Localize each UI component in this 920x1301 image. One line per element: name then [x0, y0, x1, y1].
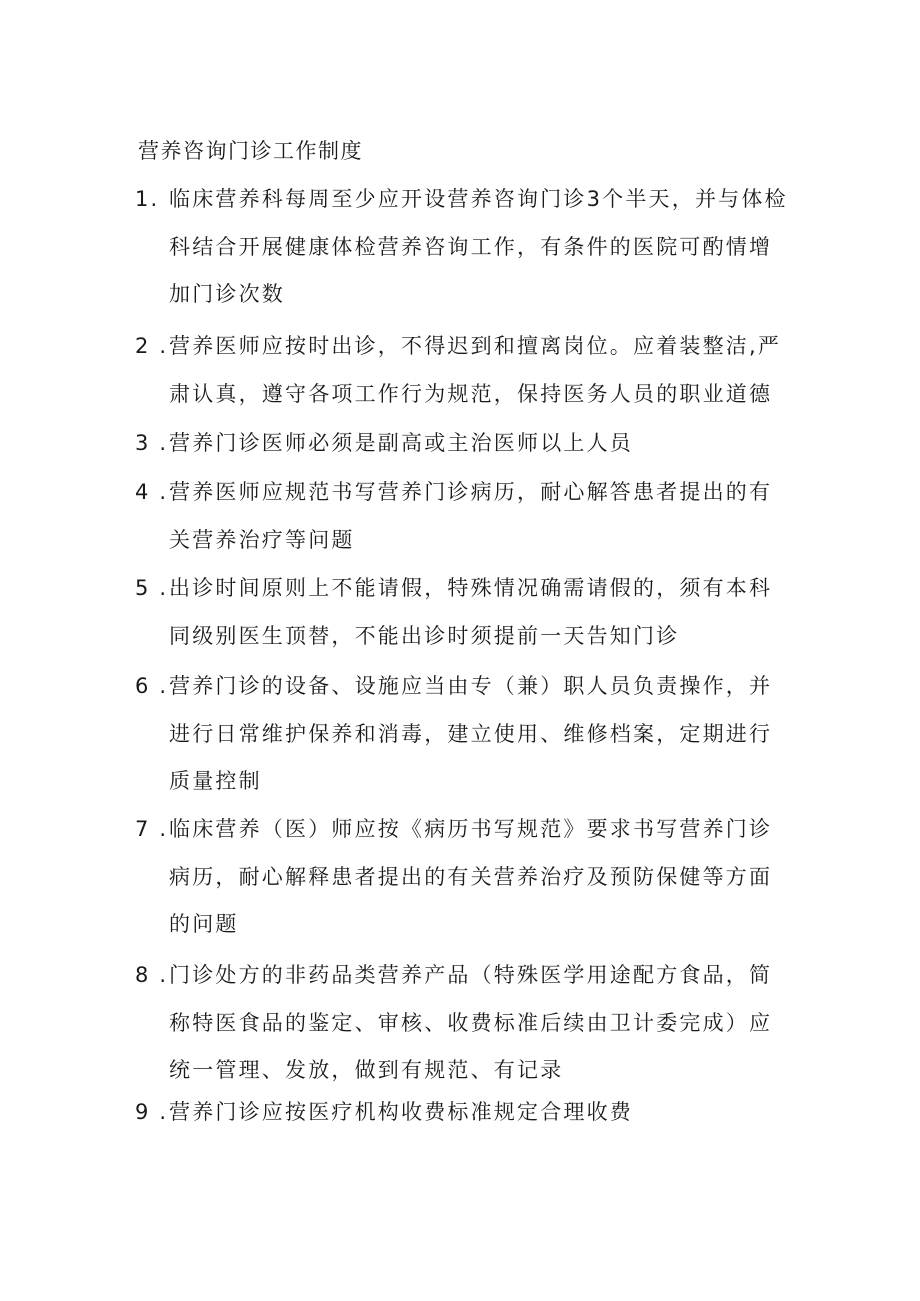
list-item — [135, 663, 795, 806]
item-number: 9 . — [135, 1100, 169, 1124]
item-number: 8 . — [135, 963, 169, 987]
item-number: 5 . — [135, 576, 169, 600]
item-text — [135, 176, 795, 319]
item-number: 4 . — [135, 480, 169, 504]
list-item — [135, 952, 795, 1095]
item-line: 质量控制 — [169, 769, 262, 793]
document-title: 营养咨询门诊工作制度 — [138, 139, 363, 163]
item-text — [135, 565, 795, 660]
list-item — [135, 420, 795, 468]
item-line: 临床营养科每周至少应开设营养咨询门诊3个半天，并与体检 — [169, 187, 788, 211]
item-line: 关营养治疗等问题 — [169, 527, 355, 552]
item-line: 临床营养（医）师应按《病历书写规范》要求书写营养门诊 — [169, 817, 773, 841]
item-text — [135, 663, 795, 806]
item-number: 3 . — [135, 431, 169, 455]
item-line: 营养门诊医师必须是副高或主治医师以上人员 — [169, 431, 633, 455]
item-line: 科结合开展健康体检营养咨询工作，有条件的医院可酌情增 — [169, 234, 773, 259]
item-line: 门诊处方的非药品类营养产品（特殊医学用途配方食品，简 — [169, 963, 773, 987]
item-number: 6 . — [135, 674, 169, 698]
item-number: 1. — [135, 187, 160, 211]
item-line: 的问题 — [169, 912, 239, 936]
item-line: 营养医师应规范书写营养门诊病历，耐心解答患者提出的有 — [169, 480, 773, 504]
item-line: 营养门诊应按医疗机构收费标准规定合理收费 — [169, 1100, 633, 1124]
item-text — [135, 469, 795, 564]
item-number: 2 . — [135, 334, 169, 358]
item-text — [135, 323, 795, 418]
item-line: 肃认真，遵守各项工作行为规范，保持医务人员的职业道德 — [169, 381, 773, 406]
list-item — [135, 176, 795, 319]
list-item — [135, 323, 795, 418]
item-line: 称特医食品的鉴定、审核、收费标准后续由卫计委完成）应 — [169, 1010, 773, 1035]
item-text — [135, 420, 795, 468]
item-line: 同级别医生顶替，不能出诊时须提前一天告知门诊 — [169, 623, 680, 648]
list-item — [135, 565, 795, 660]
list-item — [135, 1089, 795, 1137]
item-text — [135, 806, 795, 949]
item-line: 加门诊次数 — [169, 282, 285, 306]
item-line: 统一管理、发放，做到有规范、有记录 — [169, 1058, 564, 1082]
item-line: 出诊时间原则上不能请假，特殊情况确需请假的，须有本科 — [169, 576, 773, 600]
list-item — [135, 469, 795, 564]
item-number: 7 . — [135, 817, 169, 841]
item-line: 病历，耐心解释患者提出的有关营养治疗及预防保健等方面 — [169, 864, 773, 889]
item-text — [135, 952, 795, 1095]
list-item — [135, 806, 795, 949]
item-line: 营养门诊的设备、设施应当由专（兼）职人员负责操作，并 — [169, 674, 773, 698]
item-line: 进行日常维护保养和消毒，建立使用、维修档案，定期进行 — [169, 721, 773, 746]
item-line: 营养医师应按时出诊，不得迟到和擅离岗位。应着装整洁,严 — [169, 334, 782, 358]
item-text — [135, 1089, 795, 1137]
